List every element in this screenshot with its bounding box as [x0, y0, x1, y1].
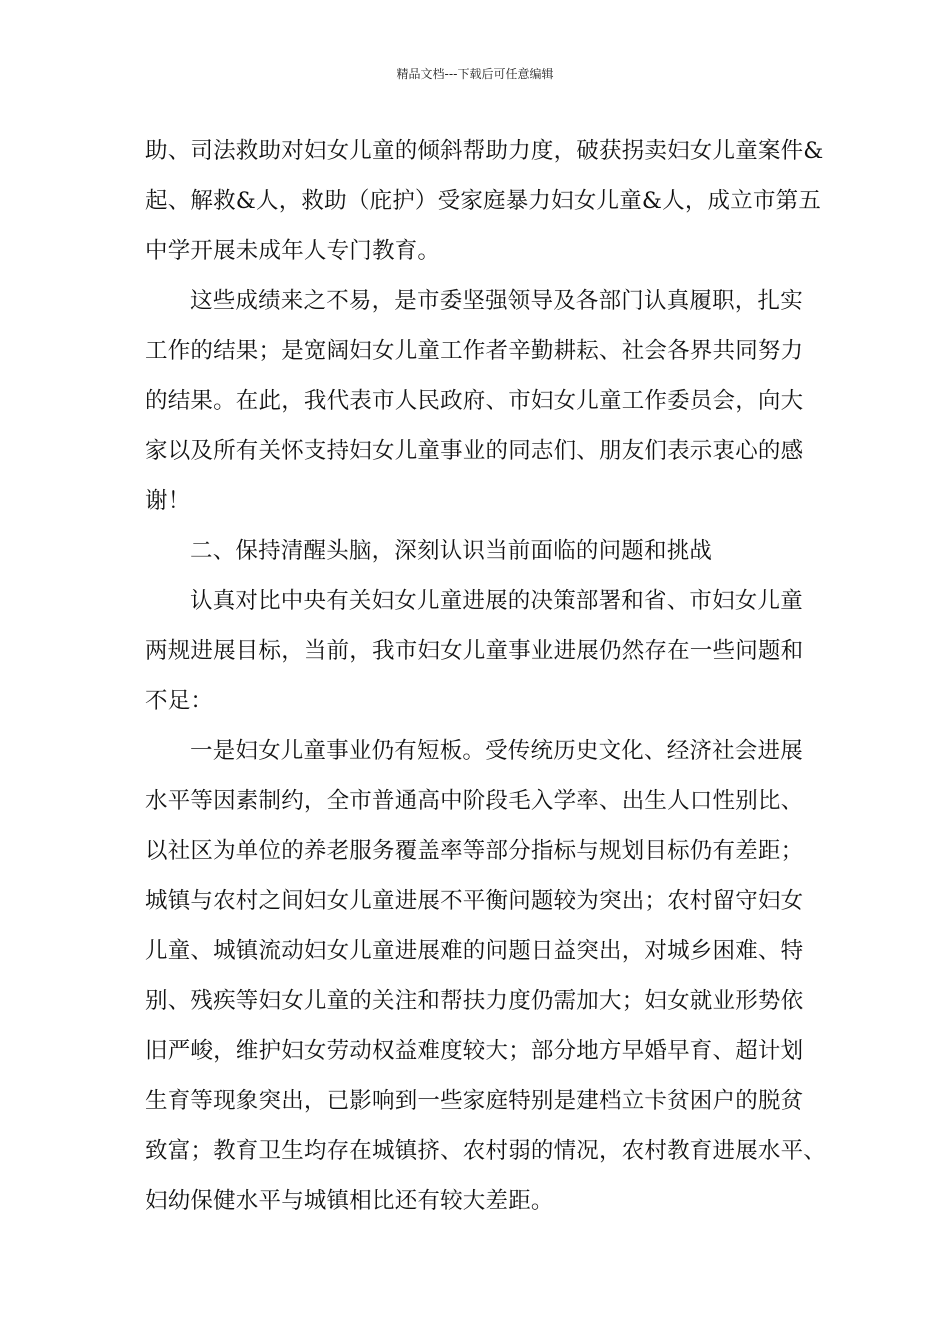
page-header: 精品文档---下载后可任意编辑	[396, 67, 554, 81]
paragraph-3	[145, 576, 825, 726]
text-line: 家以及所有关怀支持妇女儿童事业的同志们、朋友们表示衷心的感	[145, 438, 804, 464]
text-line: 不足：	[145, 688, 214, 714]
text-line: 起、解救&人，救助（庇护）受家庭暴力妇女儿童&人，成立市第五	[145, 188, 822, 214]
text-line: 谢！	[145, 488, 191, 514]
text-line: 认真对比中央有关妇女儿童进展的决策部署和省、市妇女儿童	[190, 588, 803, 614]
text-line: 别、残疾等妇女儿童的关注和帮扶力度仍需加大；妇女就业形势依	[145, 988, 804, 1014]
text-line: 儿童、城镇流动妇女儿童进展难的问题日益突出，对城乡困难、特	[145, 938, 804, 964]
paragraph-4	[145, 726, 825, 1226]
paragraph-1	[145, 126, 825, 276]
text-line: 两规进展目标，当前，我市妇女儿童事业进展仍然存在一些问题和	[145, 638, 804, 664]
text-line: 这些成绩来之不易，是市委坚强领导及各部门认真履职，扎实	[190, 288, 803, 314]
paragraph-2	[145, 276, 825, 526]
text-line: 以社区为单位的养老服务覆盖率等部分指标与规划目标仍有差距；	[145, 838, 804, 864]
section-heading-text: 二、保持清醒头脑，深刻认识当前面临的问题和挑战	[190, 538, 713, 564]
section-heading	[145, 526, 825, 576]
text-line: 城镇与农村之间妇女儿童进展不平衡问题较为突出；农村留守妇女	[145, 888, 804, 914]
text-line: 妇幼保健水平与城镇相比还有较大差距。	[145, 1188, 554, 1214]
text-line: 中学开展未成年人专门教育。	[145, 238, 441, 264]
text-line: 旧严峻，维护妇女劳动权益难度较大；部分地方早婚早育、超计划	[145, 1038, 804, 1064]
document-body	[145, 126, 825, 1226]
text-line: 的结果。在此，我代表市人民政府、市妇女儿童工作委员会，向大	[145, 388, 804, 414]
text-line: 水平等因素制约，全市普通高中阶段毛入学率、出生人口性别比、	[145, 788, 804, 814]
text-line: 助、司法救助对妇女儿童的倾斜帮助力度，破获拐卖妇女儿童案件&	[145, 138, 824, 164]
text-line: 致富；教育卫生均存在城镇挤、农村弱的情况，农村教育进展水平、	[145, 1138, 827, 1164]
text-line: 生育等现象突出，已影响到一些家庭特别是建档立卡贫困户的脱贫	[145, 1088, 804, 1114]
text-line: 一是妇女儿童事业仍有短板。受传统历史文化、经济社会进展	[190, 738, 803, 764]
text-line: 工作的结果；是宽阔妇女儿童工作者辛勤耕耘、社会各界共同努力	[145, 338, 804, 364]
